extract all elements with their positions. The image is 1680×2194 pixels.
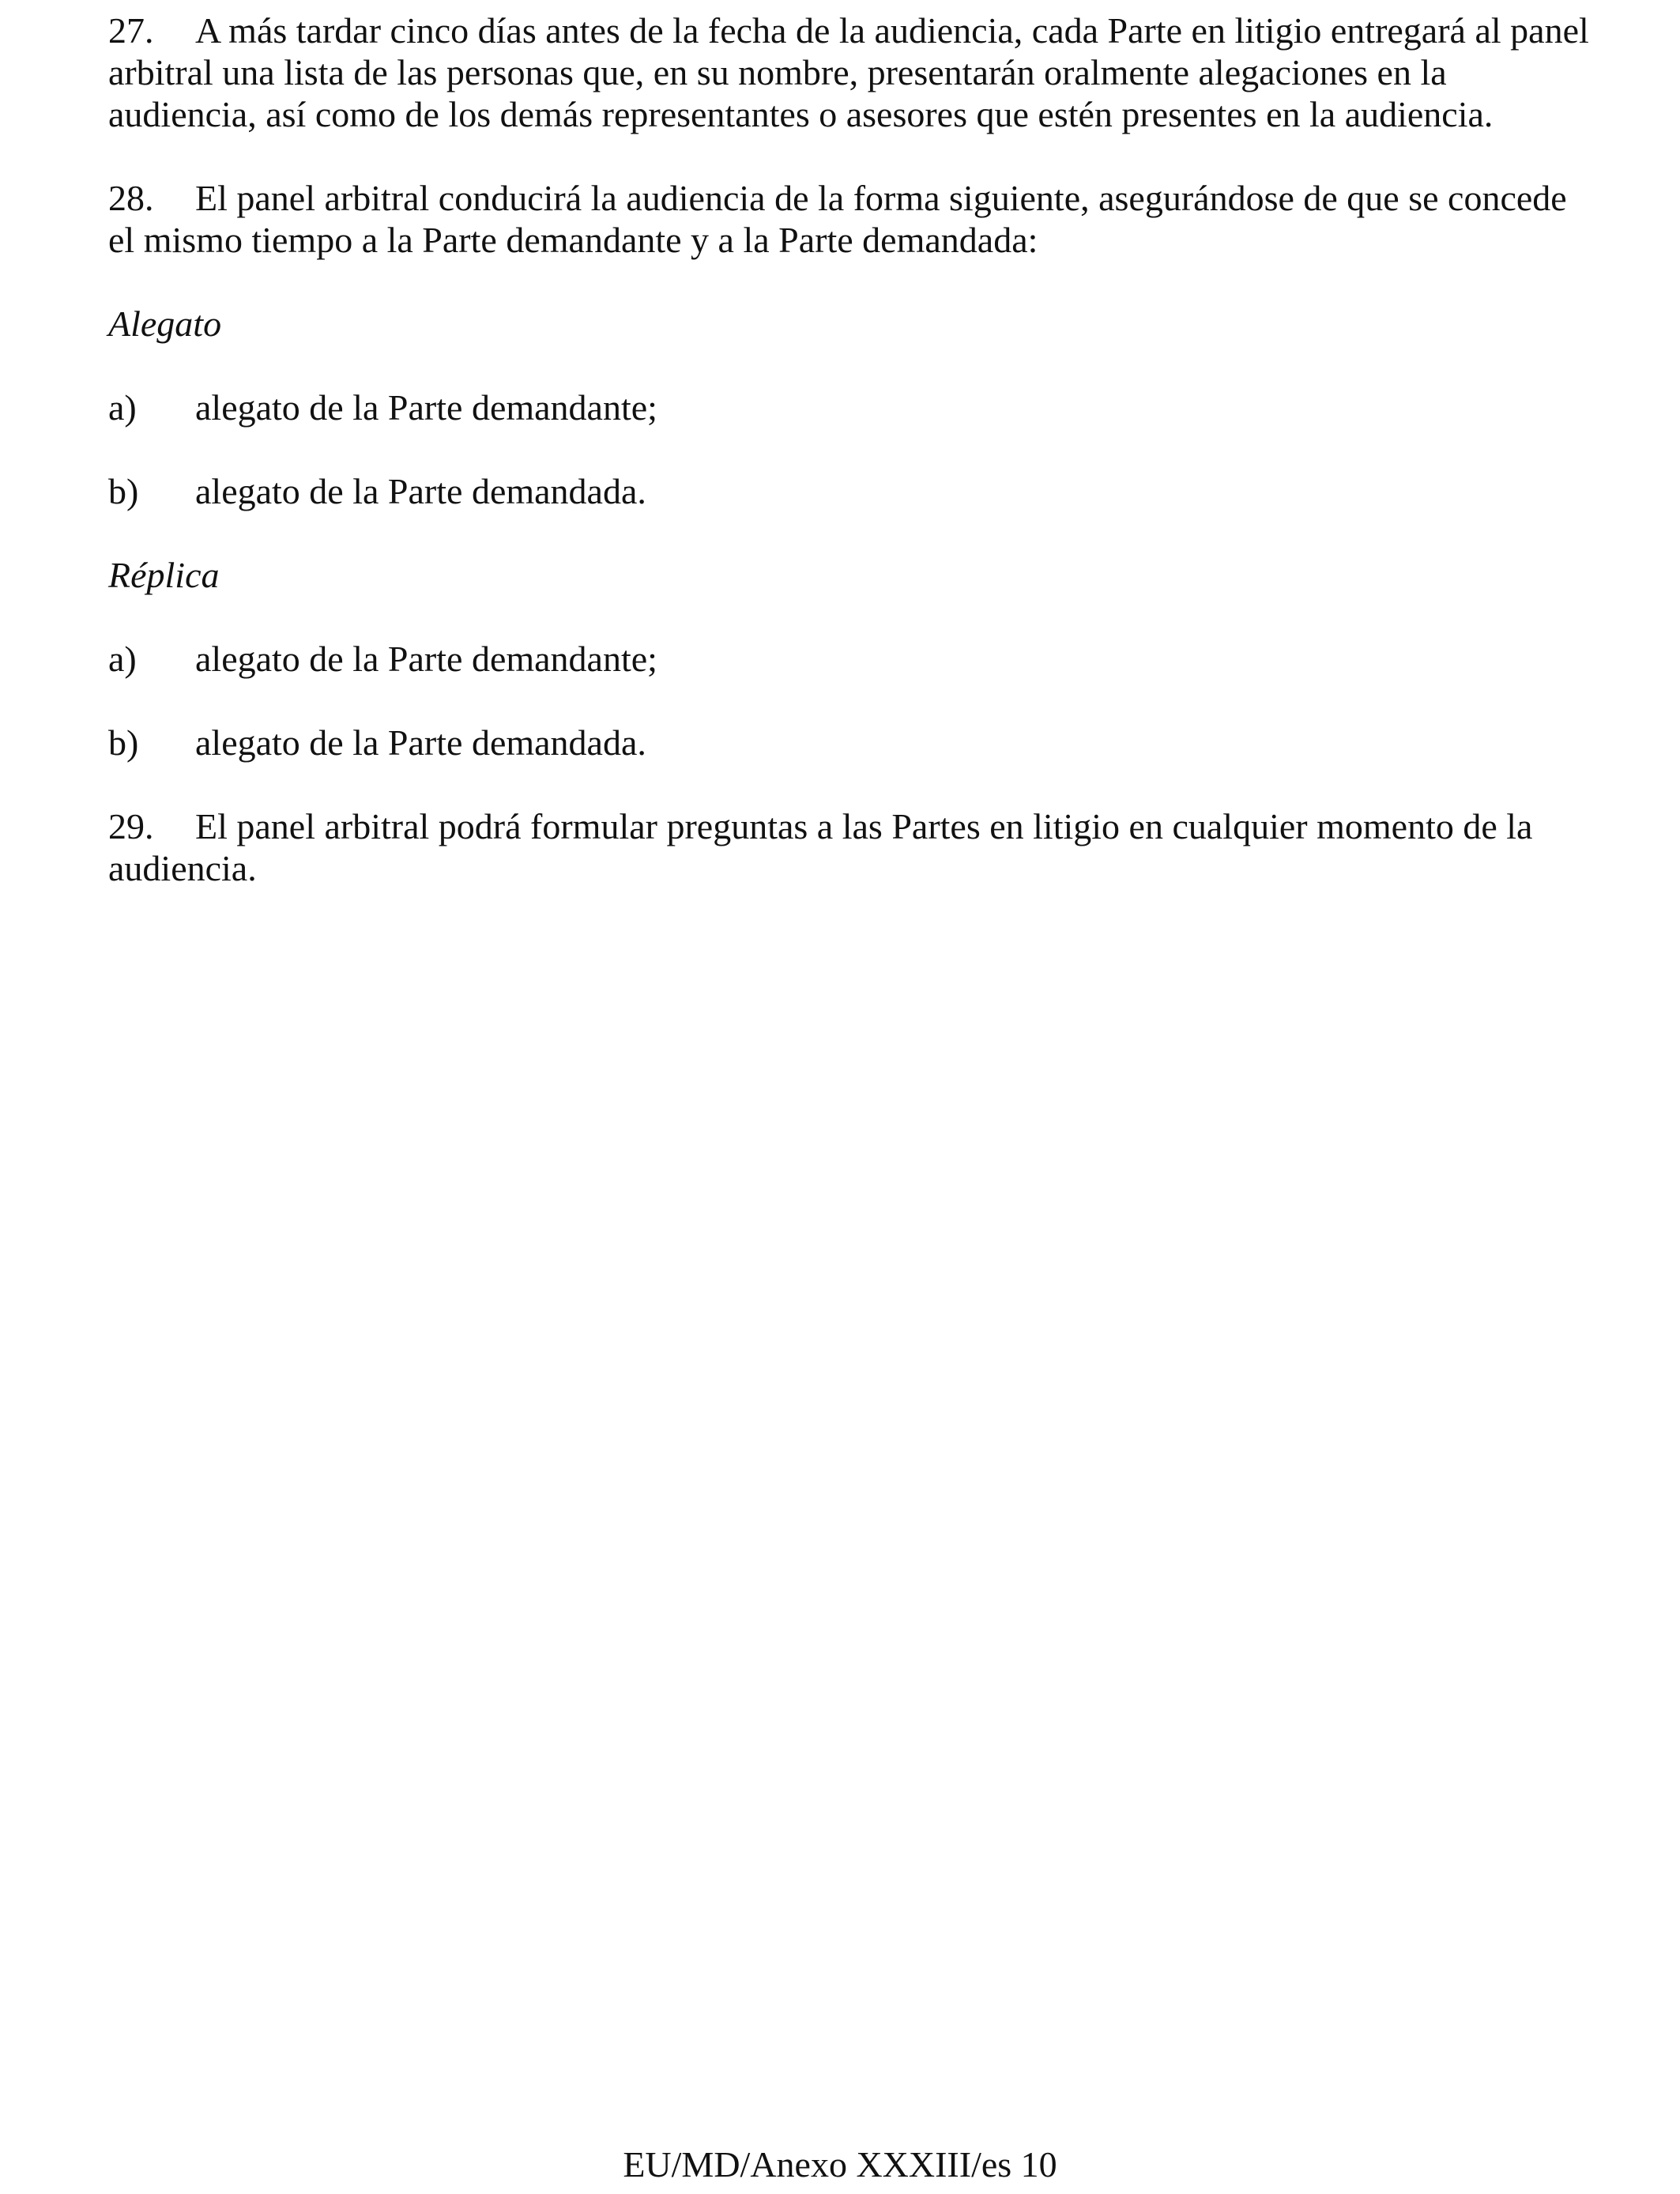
paragraph-27 [108, 9, 1594, 135]
list-item-text: alegato de la Parte demandante; [195, 387, 657, 428]
list-item-text: alegato de la Parte demandante; [195, 639, 657, 679]
paragraph-number: 27. [108, 10, 154, 51]
document-page [108, 9, 1594, 931]
list-marker: b) [108, 471, 139, 511]
page-footer-reference: EU/MD/Anexo XXXIII/es 10 [623, 2144, 1057, 2185]
paragraph-28 [108, 177, 1594, 261]
list-marker: a) [108, 639, 137, 679]
paragraph-text: El panel arbitral podrá formular preguntas a las Partes en litigio en cualquier momento de la audiencia. [108, 806, 1533, 888]
list-item [108, 470, 1594, 512]
paragraph-number: 29. [108, 806, 154, 846]
list-item [108, 638, 1594, 680]
list-item [108, 386, 1594, 428]
list-marker: b) [108, 722, 139, 763]
paragraph-number: 28. [108, 178, 154, 218]
list-marker: a) [108, 387, 137, 428]
paragraph-text: El panel arbitral conducirá la audiencia de la forma siguiente, asegurándose de que se concede el mismo tiempo a la Parte demandante y a la Parte demandada: [108, 178, 1567, 260]
section-heading-alegato: Alegato [108, 303, 222, 344]
list-item [108, 722, 1594, 763]
section-heading-replica: Réplica [108, 555, 220, 595]
paragraph-29 [108, 805, 1594, 889]
list-item-text: alegato de la Parte demandada. [195, 471, 646, 511]
paragraph-text: A más tardar cinco días antes de la fecha de la audiencia, cada Parte en litigio entregará al panel arbitral una lista de las personas que, en su nombre, presentarán oralmente alegaciones en la audiencia, así como de los demás representantes o asesores que estén presentes en la audiencia. [108, 10, 1589, 134]
list-item-text: alegato de la Parte demandada. [195, 722, 646, 763]
